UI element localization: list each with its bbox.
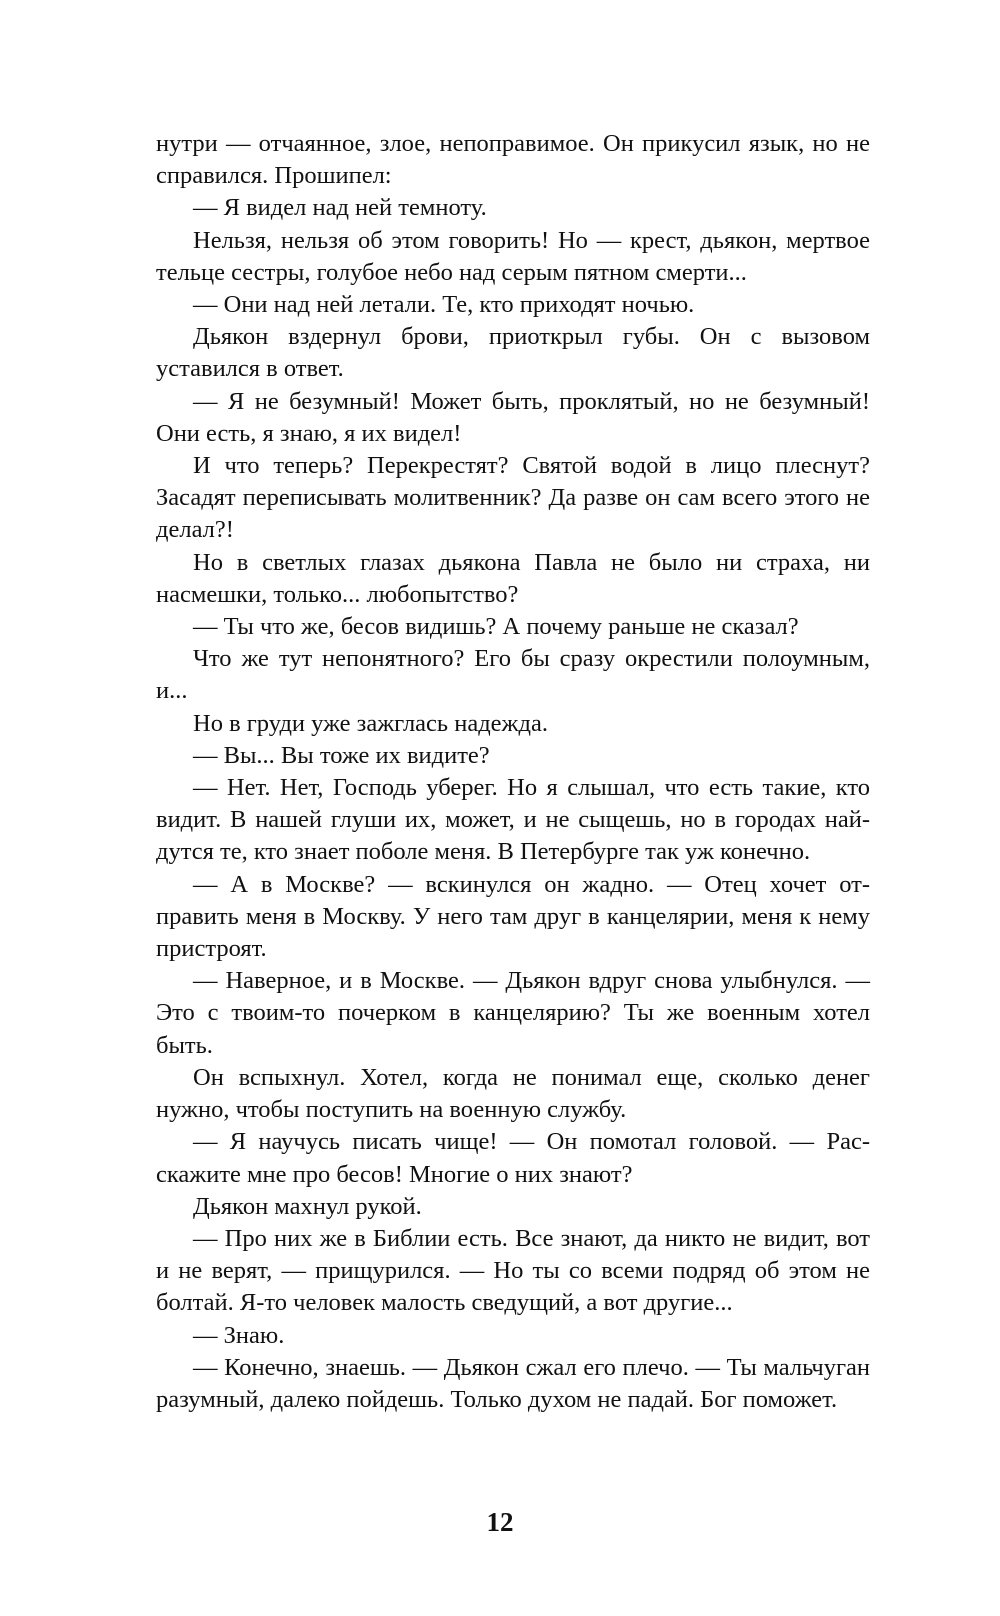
paragraph-17: — Я научусь писать чище! — Он помотал головой. — Расскажите мне про бесов! Многие о них знают? [156, 1128, 870, 1188]
paragraph-8: Но в светлых глазах дьякона Павла не было ни страха, ни насмешки, только... любопытство? [156, 548, 870, 608]
paragraph-20: — Знаю. [193, 1321, 285, 1349]
paragraph-9: — Ты что же, бесов видишь? А почему раньше не сказал? [193, 613, 799, 641]
paragraph-15: — Наверное, и в Москве. — Дьякон вдруг снова улыбнулся. — Это с твоим-то почерком в канцелярию? Ты же военным хотел быть. [156, 967, 870, 1059]
paragraph-13: — Нет. Нет, Господь уберег. Но я слышал, что есть такие, кто видит. В нашей глуши их, может, и не сыщешь, но в городах найдутся те, кто знает поболе меня. В Петербурге так уж конечно. [156, 774, 870, 866]
paragraph-7: И что теперь? Перекрестят? Святой водой в лицо плеснут? Засадят переписывать молитвенник? Да разве он сам всего этого не делал?! [156, 452, 870, 544]
paragraph-2: — Я видел над ней темноту. [193, 194, 487, 222]
paragraph-6: — Я не безумный! Может быть, проклятый, но не безумный! Они есть, я знаю, я их видел! [156, 387, 870, 447]
paragraph-5: Дьякон вздернул брови, приоткрыл губы. Он с вызовом уставился в ответ. [156, 323, 870, 383]
paragraph-10: Что же тут непонятного? Его бы сразу окрестили полоумным, и... [156, 645, 870, 705]
paragraph-3: Нельзя, нельзя об этом говорить! Но — крест, дьякон, мертвое тельце сестры, голубое небо над серым пятном смерти... [156, 226, 870, 286]
paragraph-18: Дьякон махнул рукой. [193, 1192, 422, 1220]
paragraph-19: — Про них же в Библии есть. Все знают, да никто не видит, вот и не верят, — прищурился. — Но ты со всеми подряд об этом не болтай. Я-то человек малость сведущий, а вот другие... [156, 1224, 870, 1317]
paragraph-11: Но в груди уже зажглась надежда. [193, 709, 548, 737]
page-body [156, 128, 870, 1468]
paragraph-16: Он вспыхнул. Хотел, когда не понимал еще, сколько денег нужно, чтобы поступить на военную службу. [156, 1063, 870, 1124]
paragraph-12: — Вы... Вы тоже их видите? [193, 741, 490, 769]
paragraph-4: — Они над ней летали. Те, кто приходят ночью. [193, 291, 695, 319]
page-number: 12 [486, 1507, 514, 1537]
paragraph-21: — Конечно, знаешь. — Дьякон сжал его плечо. — Ты мальчуган разумный, далеко пойдешь. Только духом не падай. Бог поможет. [156, 1353, 870, 1413]
paragraph-1: нутри — отчаянное, злое, непоправимое. Он прикусил язык, но не справился. Прошипел: [156, 130, 870, 190]
paragraph-14: — А в Москве? — вскинулся он жадно. — Отец хочет отправить меня в Москву. У него там друг в канцелярии, меня к нему пристроят. [156, 870, 870, 963]
